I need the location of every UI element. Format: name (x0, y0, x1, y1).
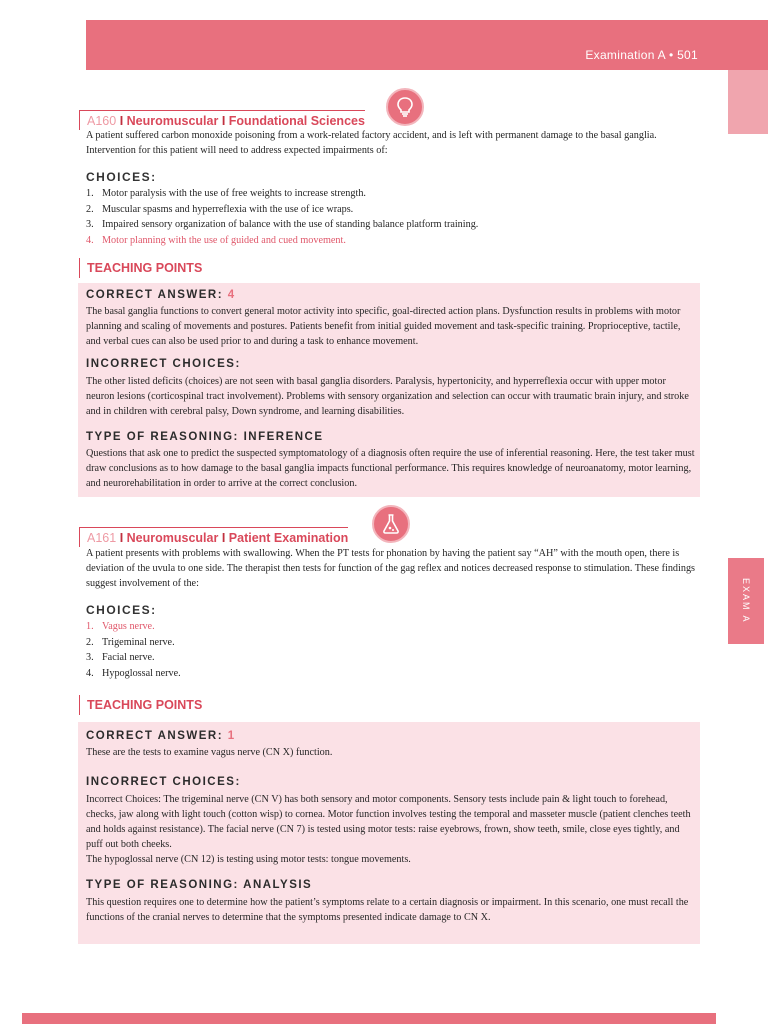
choice-item: 1. Motor paralysis with the use of free weights to increase strength. (86, 188, 366, 199)
incorrect-choices-text (86, 792, 696, 867)
question-subcategory: Foundational Sciences (228, 114, 365, 128)
question-heading-a161 (79, 527, 348, 547)
choice-list (86, 186, 686, 248)
heading-separator: I (119, 114, 127, 128)
choice-item: 3. Impaired sensory organization of balance with the use of standing balance platform training. (86, 219, 479, 230)
heading-separator: I (119, 531, 127, 545)
question-category: Neuromuscular (126, 531, 219, 545)
section-tab-label: EXAM A (741, 578, 751, 624)
page-edge-tab (728, 70, 768, 134)
choice-item-correct: 4. Motor planning with the use of guided and cued movement. (86, 234, 346, 246)
reasoning-text: Questions that ask one to predict the suspected symptomatology of a diagnosis often require the use of inferential reasoning. Here, the test taker must draw conclusions as to how damage to the basal ganglia impacts functional performance. This requires knowledge of neuroanatomy, motor learning, and neurorehabilitation in order to arrive at the correct conclusion. (86, 448, 695, 489)
correct-answer-heading: CORRECT ANSWER: 1 (86, 730, 236, 742)
choice-item-correct: 1. Vagus nerve. (86, 621, 155, 632)
teaching-points-heading: TEACHING POINTS (79, 695, 202, 715)
choices-label: CHOICES: (86, 603, 157, 617)
question-number: A161 (87, 531, 117, 545)
incorrect-choices-text: The other listed deficits (choices) are not seen with basal ganglia disorders. Paralysis, hypertonicity, and hyperreflexia occur with upper motor neuron lesions (corticospinal tract involvement). Problems with sensory organization and selection can occur with traumatic brain injury, and stroke and in children with cerebral palsy, Down syndrome, and learning disabilities. (86, 376, 689, 417)
choice-item: 2. Trigeminal nerve. (86, 636, 175, 648)
choices-label: CHOICES: (86, 170, 157, 184)
question-subcategory: Patient Examination (228, 531, 349, 545)
incorrect-choices-heading: INCORRECT CHOICES: (86, 776, 241, 788)
question-stem: A patient presents with problems with swallowing. When the PT tests for phonation by having the patient say “AH” with the mouth open, there is deviation of the uvula to one side. The therapist then tests for function of the gag reflex and notices decreased response to stimulation. These findings suggest involvement of the: (86, 548, 696, 589)
heading-separator: I (221, 531, 229, 545)
lightbulb-icon (386, 88, 424, 126)
teaching-points-heading: TEACHING POINTS (79, 258, 202, 278)
reasoning-heading: TYPE OF REASONING: ANALYSIS (86, 879, 313, 891)
heading-separator: I (221, 114, 229, 128)
question-heading-a160 (79, 110, 365, 130)
section-tab (728, 558, 764, 644)
incorrect-choices-heading: INCORRECT CHOICES: (86, 358, 241, 370)
incorrect-choices-paragraph: Incorrect Choices: The trigeminal nerve (CN V) has both sensory and motor components. Sensory tests include pain & light touch to forehead, checks, jaw along with light touch (cotton wisp) to cornea. Motor function involves testing the temporal and masseter muscle (patient clenches teeth and holds against resistance). The facial nerve (CN 7) is tested using motor tests: raise eyebrows, frown, show teeth, smile, close eyes tightly, and puff out both cheeks. (86, 794, 691, 850)
correct-answer-text: These are the tests to examine vagus nerve (CN X) function. (86, 747, 333, 758)
header-band (86, 20, 768, 70)
correct-answer-text: The basal ganglia functions to convert general motor activity into specific, goal-directed action plans. Dysfunction results in problems with motor planning and scaling of movements and postures. Patients benefit from initial guided movement and task-specific training. Proprioceptive, tactile, and verbal cues can also be used prior to and during a task to enhance movement. (86, 306, 681, 347)
question-category: Neuromuscular (126, 114, 219, 128)
choice-list (86, 619, 686, 681)
correct-answer-value: 4 (227, 289, 236, 301)
incorrect-choices-paragraph: The hypoglossal nerve (CN 12) is testing using motor tests: tongue movements. (86, 854, 411, 865)
correct-answer-value: 1 (227, 730, 236, 742)
reasoning-heading: TYPE OF REASONING: INFERENCE (86, 431, 324, 443)
choice-item: 2. Muscular spasms and hyperreflexia with the use of ice wraps. (86, 203, 354, 215)
choice-item: 4. Hypoglossal nerve. (86, 667, 181, 679)
footer-band (22, 1013, 716, 1024)
flask-icon (372, 505, 410, 543)
correct-answer-heading: CORRECT ANSWER: 4 (86, 289, 236, 301)
running-header: Examination A • 501 (585, 48, 698, 62)
choice-item: 3. Facial nerve. (86, 652, 155, 663)
question-stem: A patient suffered carbon monoxide poisoning from a work-related factory accident, and is left with permanent damage to the basal ganglia. Intervention for this patient will need to address expected impairments of: (86, 130, 657, 156)
reasoning-text: This question requires one to determine how the patient’s symptoms relate to a certain diagnosis or impairment. In this scenario, one must recall the functions of the cranial nerves to determine that the symptoms presented indicate damage to CN X. (86, 897, 689, 923)
question-number: A160 (87, 114, 117, 128)
